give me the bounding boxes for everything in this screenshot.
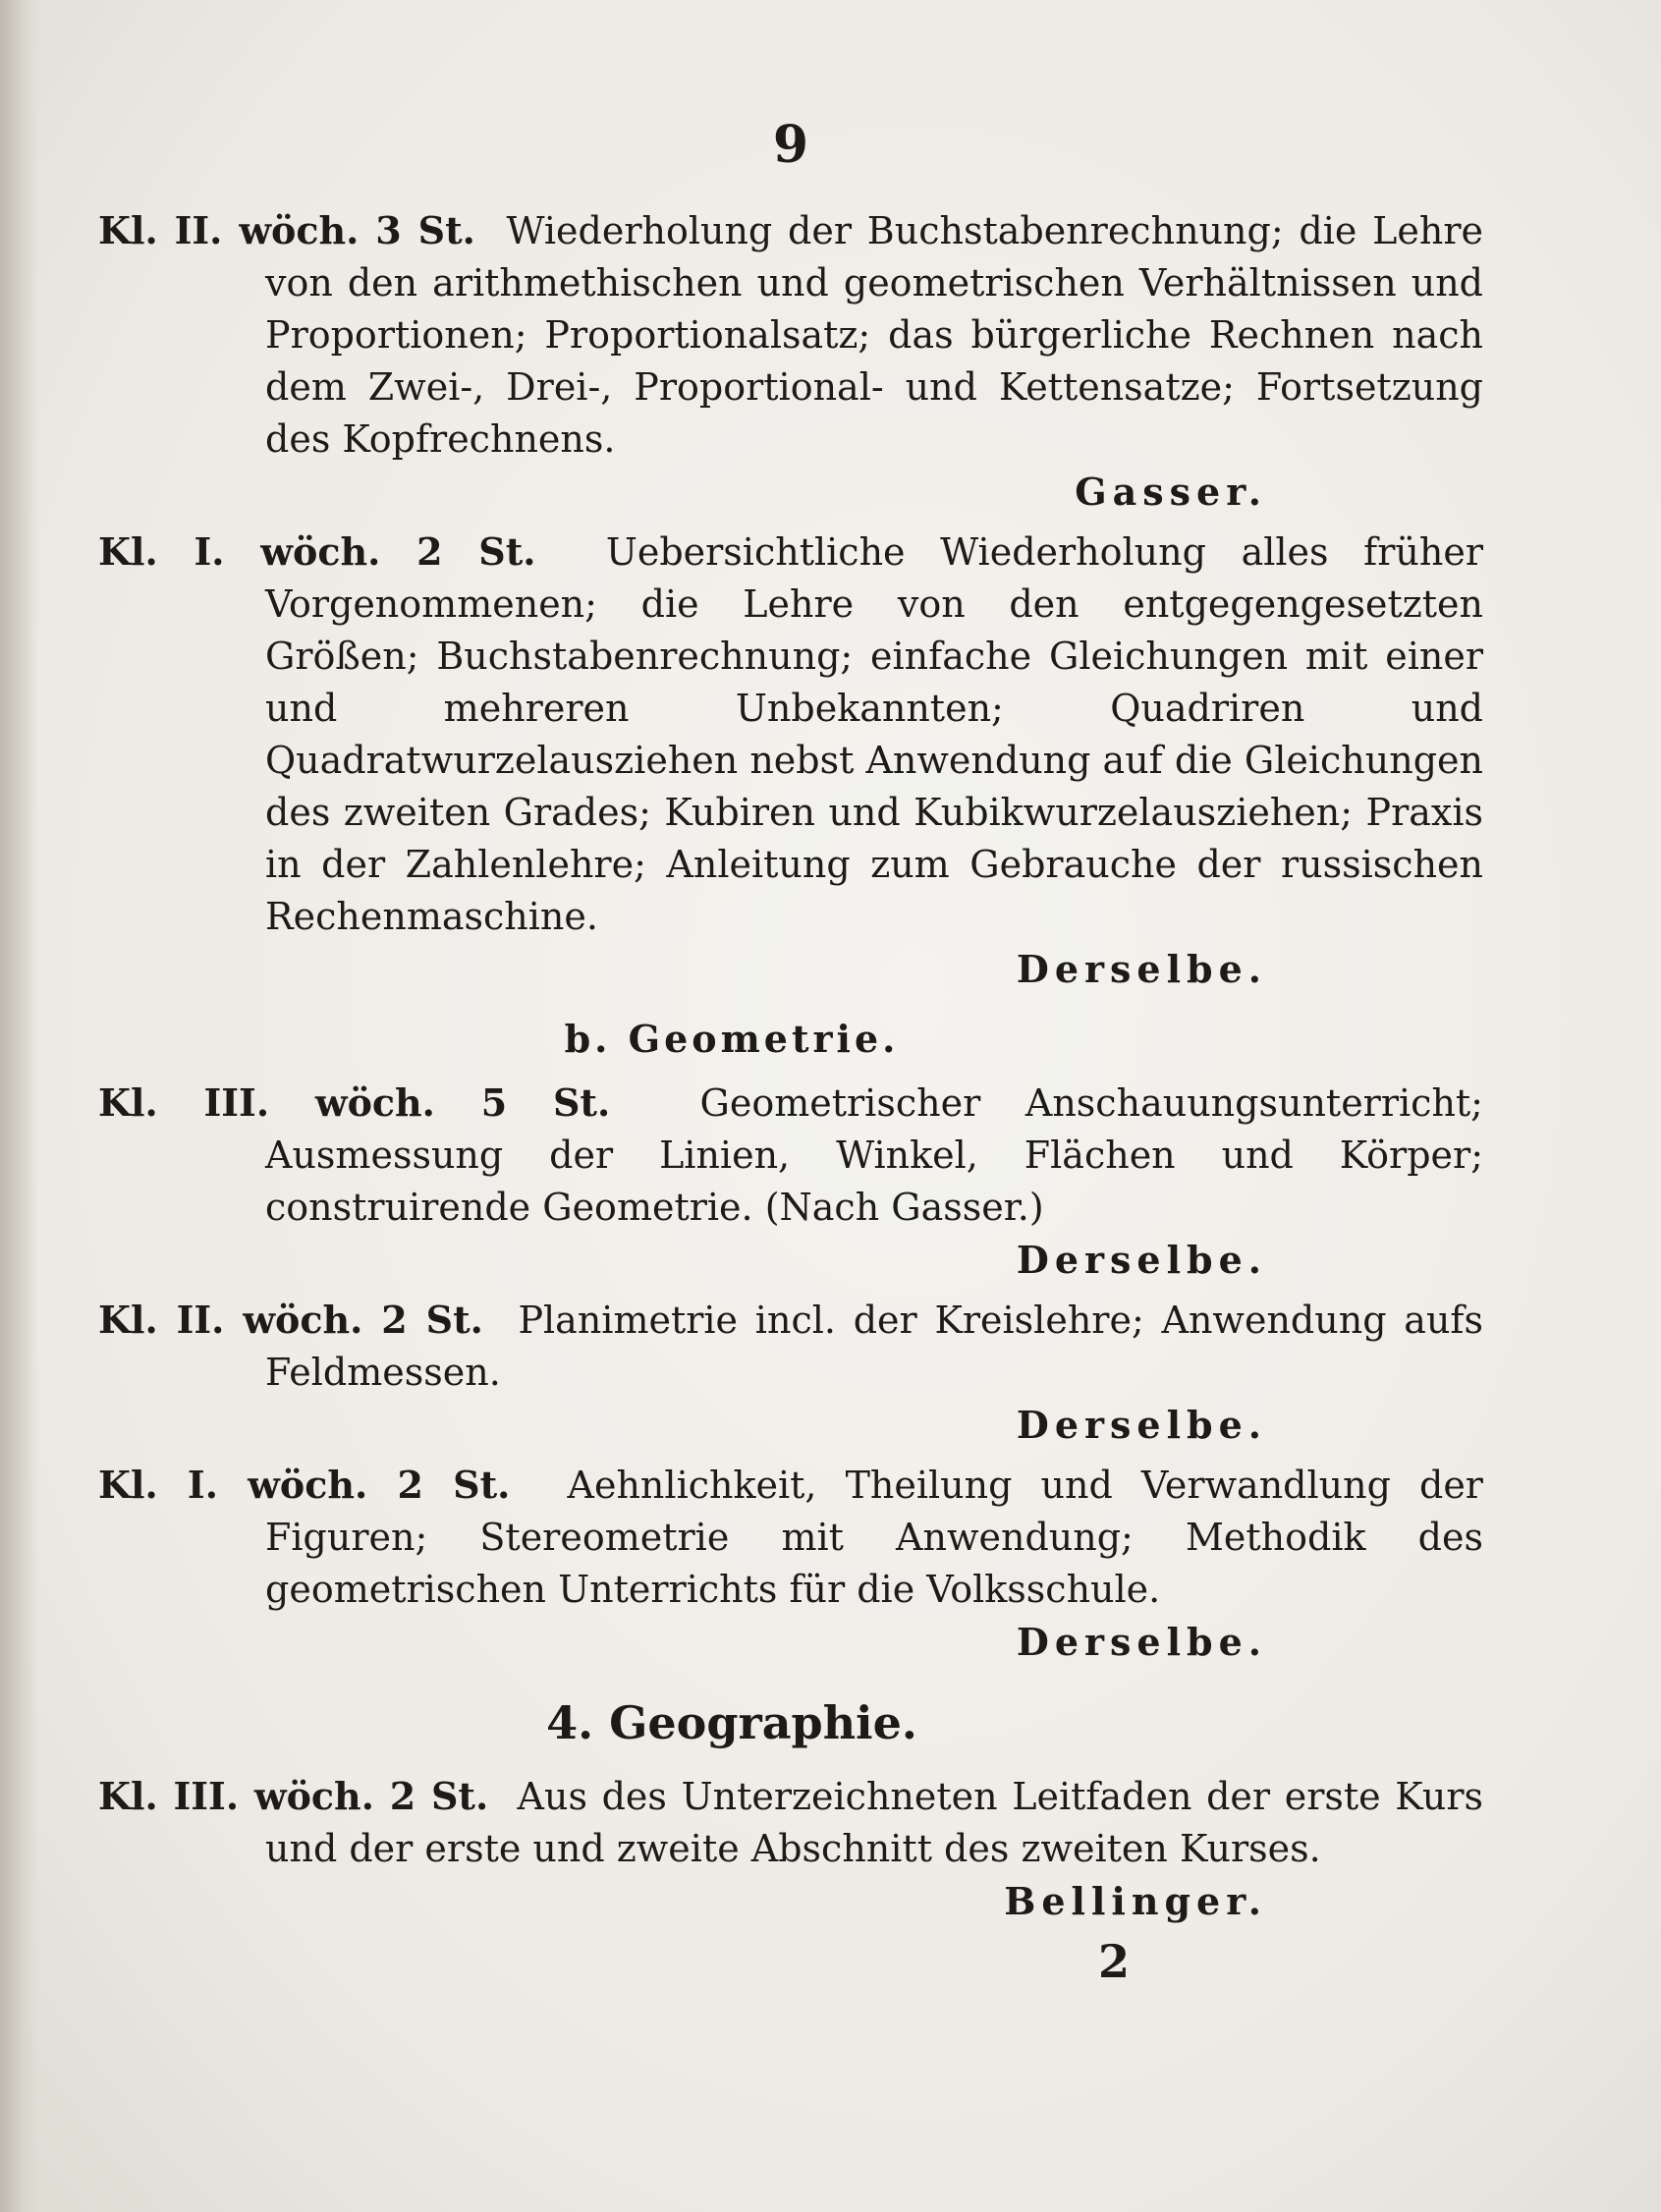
- teacher-name: Bellinger.: [1004, 1879, 1267, 1923]
- teacher-name: Derselbe.: [1016, 947, 1267, 991]
- entry-class-hours: Kl. II. wöch. 3 St.: [98, 208, 475, 252]
- curriculum-entry: [98, 525, 1483, 943]
- entry-content: Aus des Unterzeichneten Leitfaden der erste Kurs und der erste und zweite Abschnitt des zweiten Kurses.: [265, 1775, 1483, 1870]
- curriculum-entry: [98, 1459, 1483, 1616]
- signature-mark: 2: [1097, 1935, 1130, 1988]
- entry-content: Geometrischer Anschauungsunterricht; Ausmessung der Linien, Winkel, Flächen und Körper; construirende Geometrie. (Nach Gasser.): [265, 1081, 1483, 1229]
- entry-content: Planimetrie incl. der Kreislehre; Anwendung aufs Feldmessen.: [265, 1299, 1483, 1394]
- curriculum-entry: [98, 204, 1483, 466]
- entry-class-hours: Kl. I. wöch. 2 St.: [98, 1463, 511, 1507]
- entry-class-hours: Kl. I. wöch. 2 St.: [98, 529, 536, 574]
- section-heading: 4. Geographie.: [546, 1696, 917, 1749]
- teacher-name: Derselbe.: [1016, 1238, 1267, 1282]
- subsection-heading: b. Geometrie.: [564, 1017, 900, 1061]
- book-gutter: [0, 0, 39, 2212]
- entry-class-hours: Kl. III. wöch. 2 St.: [98, 1774, 489, 1818]
- curriculum-entry: [98, 1770, 1483, 1875]
- entry-class-hours: Kl. III. wöch. 5 St.: [98, 1080, 611, 1125]
- entry-content: Uebersichtliche Wiederholung alles früher Vorgenommenen; die Lehre von den entgegengesetzten Größen; Buchstabenrechnung; einfache Gleichungen mit einer und mehreren Unbekannten; Quadriren und Quadratwurzelausziehen nebst Anwendung auf die Gleichungen des zweiten Grades; Kubiren und Kubikwurzelausziehen; Praxis in der Zahlenlehre; Anleitung zum Gebrauche der russischen Rechenmaschine.: [265, 530, 1484, 938]
- entry-class-hours: Kl. II. wöch. 2 St.: [98, 1298, 483, 1342]
- teacher-name: Derselbe.: [1016, 1620, 1267, 1664]
- teacher-name: Gasser.: [1075, 470, 1267, 514]
- page-content: [98, 116, 1483, 1988]
- page-number: 9: [772, 115, 809, 175]
- curriculum-entry: [98, 1077, 1483, 1234]
- curriculum-entry: [98, 1294, 1483, 1399]
- entry-content: Aehnlichkeit, Theilung und Verwandlung der Figuren; Stereometrie mit Anwendung; Methodik des geometrischen Unterrichts für die Volksschule.: [265, 1464, 1483, 1611]
- teacher-name: Derselbe.: [1016, 1403, 1267, 1447]
- entry-content: Wiederholung der Buchstabenrechnung; die Lehre von den arithmethischen und geometrischen Verhältnissen und Proportionen; Proportionalsatz; das bürgerliche Rechnen nach dem Zwei-, Drei-, Proportional- und Kettensatze; Fortsetzung des Kopfrechnens.: [265, 209, 1483, 461]
